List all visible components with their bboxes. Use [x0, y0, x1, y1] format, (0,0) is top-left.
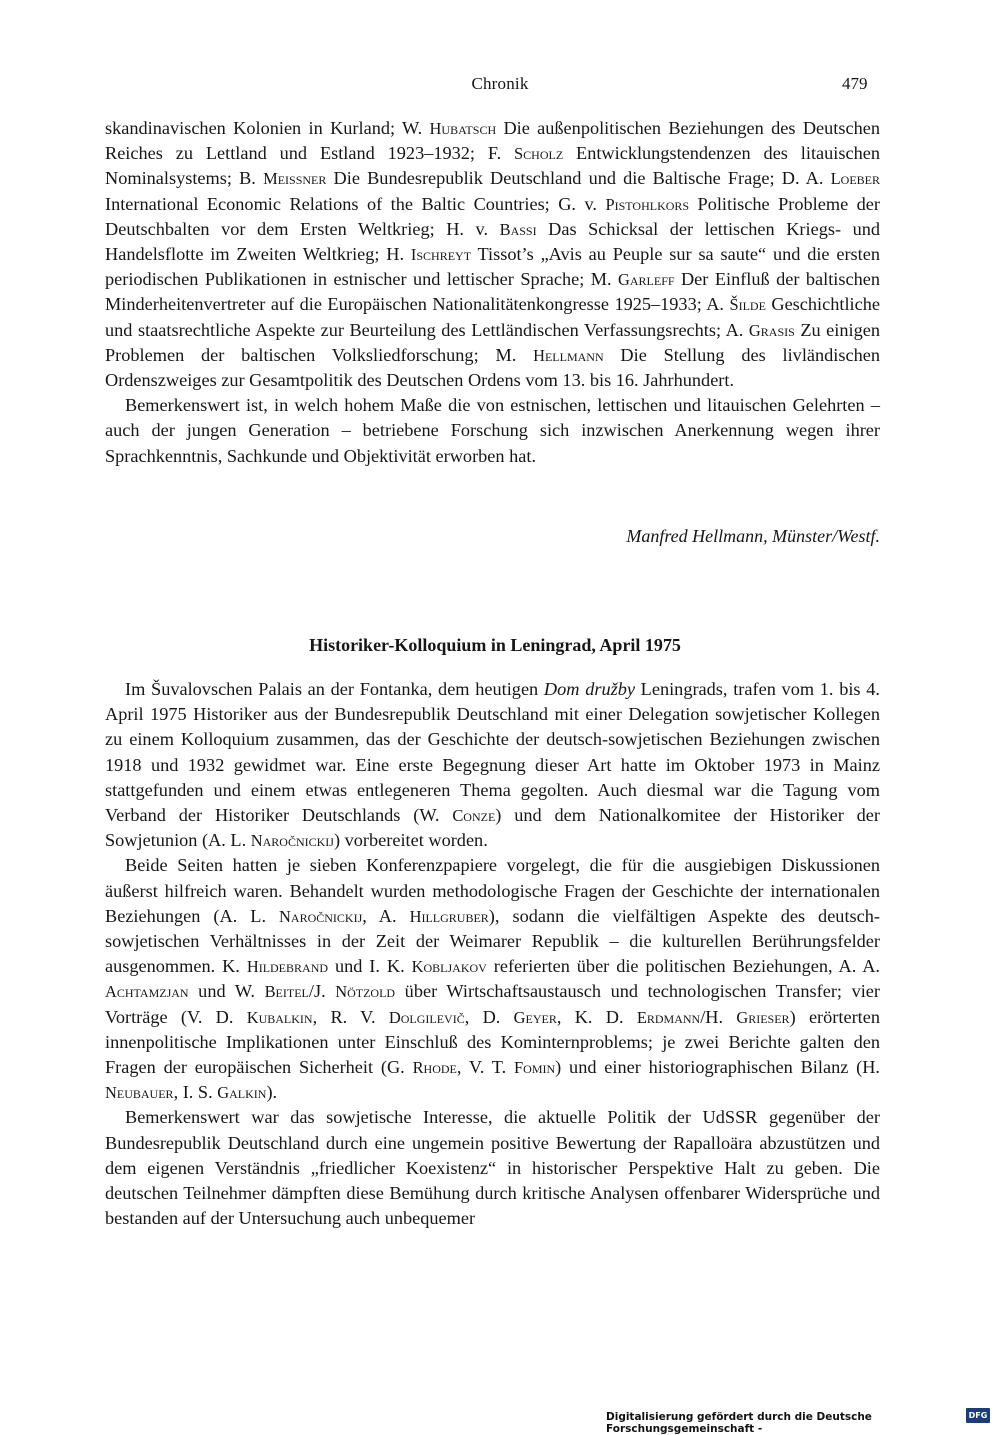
author-name: Dolgilevič: [388, 1007, 465, 1027]
paragraph: [105, 853, 880, 1105]
text-run: , I. S.: [173, 1082, 218, 1103]
text-run: , D.: [464, 1006, 514, 1027]
author-name: Šilde: [729, 295, 766, 315]
text-run: ).: [266, 1082, 278, 1103]
author-name: Hubatsch: [429, 119, 497, 138]
text-run: Beide Seiten hatten je sieben Konferenzpapiere vorgelegt, die für die ausgiebigen Diskussionen äußerst hilfreich waren. Behandelt wurden methodologische Fragen der Geschichte der internationalen Beziehungen (A. L.: [105, 855, 880, 926]
author-name: Conze: [452, 806, 496, 826]
author-name: Naročnickij: [250, 831, 334, 851]
text-run: ) und einer historiographischen Bilanz (H.: [555, 1057, 880, 1078]
text-run: Politische Probleme der Deutschbalten vor dem Ersten Weltkrieg; H. v.: [105, 193, 880, 239]
text-run: ) vorbereitet worden.: [333, 830, 488, 851]
paragraph: [105, 1105, 880, 1231]
running-header-title: Chronik: [471, 74, 529, 93]
author-name: Hellmann: [533, 345, 604, 365]
author-name: Neubauer: [105, 1083, 174, 1103]
text-run: und I. K.: [328, 956, 412, 977]
text-run: referierten über die politischen Beziehungen, A. A.: [486, 956, 881, 977]
text-run: Zu einigen Problemen der baltischen Volksliedforschung; M.: [105, 319, 880, 365]
dfg-logo-icon: DFG: [966, 1408, 990, 1423]
text-run: Das Schicksal der lettischen Kriegs- und Handelsflotte im Zweiten Weltkrieg; H.: [105, 218, 881, 265]
author-name: Ischreyt: [410, 245, 472, 265]
text-run: Bemerkenswert ist, in welch hohem Maße die von estnischen, lettischen und litauischen Gelehrten – auch der jungen Generation – betriebene Forschung sich inzwischen Anerkennung wegen ihrer Sprachkenntnis, Sachkunde und Objektivität erworben hat.: [105, 395, 880, 466]
text-run: , V. T.: [456, 1057, 514, 1078]
author-name: Grasis: [748, 320, 795, 340]
author-name: Scholz: [514, 144, 564, 164]
author-name: Kobljakov: [411, 957, 487, 977]
text-run: International Economic Relations of the Baltic Countries; G. v.: [105, 193, 606, 214]
author-name: Bassi: [499, 219, 537, 239]
paragraph: [105, 116, 880, 393]
paragraph: [105, 677, 880, 853]
text-run: ) erörterten innenpolitische Implikationen unter Einschluß des Kominternproblems; je zwei Berichte galten den Fragen der europäischen Sicherheit (G.: [105, 1006, 880, 1078]
author-name: Geyer: [513, 1007, 557, 1027]
text-run: Die außenpolitischen Beziehungen des Deutschen Reiches zu Lettland und Estland 1923–1932; F.: [105, 118, 880, 164]
text-run: Leningrads, trafen vom 1. bis 4. April 1975 Historiker aus der Bundesrepublik Deutschland mit einer Delegation sowjetischer Kollegen zu einem Kolloquium zusammen, das der Geschichte der deutsch-sowjetischen Beziehungen zwischen 1918 und 1932 gewidmet war. Eine erste Begegnung dieser Art hatte im Oktober 1973 in Mainz stattgefunden und einem etwas entlegeneren Thema gegolten. Auch diesmal war die Tagung vom Verband der Historiker Deutschlands (W.: [105, 679, 880, 826]
text-run: Tissot’s „Avis au Peuple sur sa saute“ und die ersten periodischen Publikationen in estnischer und lettischer Sprache; M.: [105, 244, 880, 290]
author-name: Grieser: [736, 1007, 790, 1027]
text-run: Bemerkenswert war das sowjetische Interesse, die aktuelle Politik der UdSSR gegenüber der Bundesrepublik Deutschland durch eine ungemein positive Bewertung der Rapalloära abzustützen und dem eigenen Verständnis „friedlicher Koexistenz“ in historischer Perspektive Halt zu geben. Die deutschen Teilnehmer dämpften diese Bemühung durch kritische Analysen offenbarer Widersprüche und bestanden auf der Untersuchung auch unbequemer: [105, 1107, 880, 1229]
author-name: Naročnickij: [279, 906, 363, 926]
text-run: Geschichtliche und staatsrechtliche Aspekte zur Beurteilung des Lettländischen Verfassungsrechts; A.: [105, 294, 880, 340]
text-run: Entwicklungstendenzen des litauischen Nominalsystems; B.: [105, 143, 880, 189]
author-name: Hildebrand: [246, 957, 329, 977]
text-run: , A.: [362, 905, 410, 926]
text-run: skandinavischen Kolonien in Kurland; W.: [105, 118, 430, 138]
text-run: , R. V.: [312, 1006, 389, 1027]
author-name: Erdmann: [636, 1007, 701, 1027]
text-run: Im Šuvalovschen Palais an der Fontanka, dem heutigen: [125, 679, 544, 699]
author-name: Loeber: [830, 169, 880, 189]
text-run: Die Stellung des livländischen Ordenszweiges zur Gesamtpolitik des Deutschen Ordens vom 13. bis 16. Jahrhundert.: [105, 344, 880, 391]
author-name: Achtamzjan: [105, 982, 189, 1002]
text-run: Der Einfluß der baltischen Minderheitenvertreter auf die Europäischen Nationalitätenkongresse 1925–1933; A.: [105, 269, 880, 315]
text-run: über Wirtschaftsaustausch und technologischen Transfer; vier Vorträge (V. D.: [105, 981, 880, 1027]
paragraph: [105, 393, 880, 469]
text-run: ) und dem Nationalkomitee der Historiker der Sowjetunion (A. L.: [105, 805, 880, 851]
author-name: Beitel: [264, 982, 309, 1002]
text-run: Die Bundesrepublik Deutschland und die Baltische Frage; D. A.: [326, 168, 831, 189]
section-one-body: [105, 116, 880, 469]
emphasis-text: Dom družby: [543, 679, 635, 699]
digitization-credit: Digitalisierung gefördert durch die Deutsche Forschungsgemeinschaft -: [606, 1411, 872, 1435]
author-name: Garleff: [617, 270, 675, 290]
text-run: und W.: [188, 981, 265, 1002]
text-run: /J.: [308, 981, 336, 1002]
author-name: Meissner: [263, 169, 327, 189]
text-run: , K. D.: [556, 1006, 637, 1027]
author-name: Nötzold: [335, 982, 396, 1002]
section-two-body: [105, 677, 880, 1231]
text-run: /H.: [700, 1006, 737, 1027]
author-name: Kubalkin: [246, 1007, 313, 1027]
author-name: Galkin: [217, 1083, 267, 1103]
page-number: 479: [842, 74, 868, 93]
author-name: Fomin: [514, 1058, 556, 1078]
section-heading: Historiker-Kolloquium in Leningrad, April 1975: [309, 635, 681, 655]
text-run: ), sodann die vielfältigen Aspekte des deutsch-sowjetischen Verhältnisses in der Zeit der Weimarer Republik – die kulturellen Berührungsfelder ausgenommen. K.: [105, 905, 880, 977]
author-name: Rhode: [412, 1058, 457, 1078]
author-name: Hillgruber: [409, 906, 489, 926]
author-signature: Manfred Hellmann, Münster/Westf.: [626, 526, 880, 546]
author-name: Pistohlkors: [605, 194, 690, 214]
